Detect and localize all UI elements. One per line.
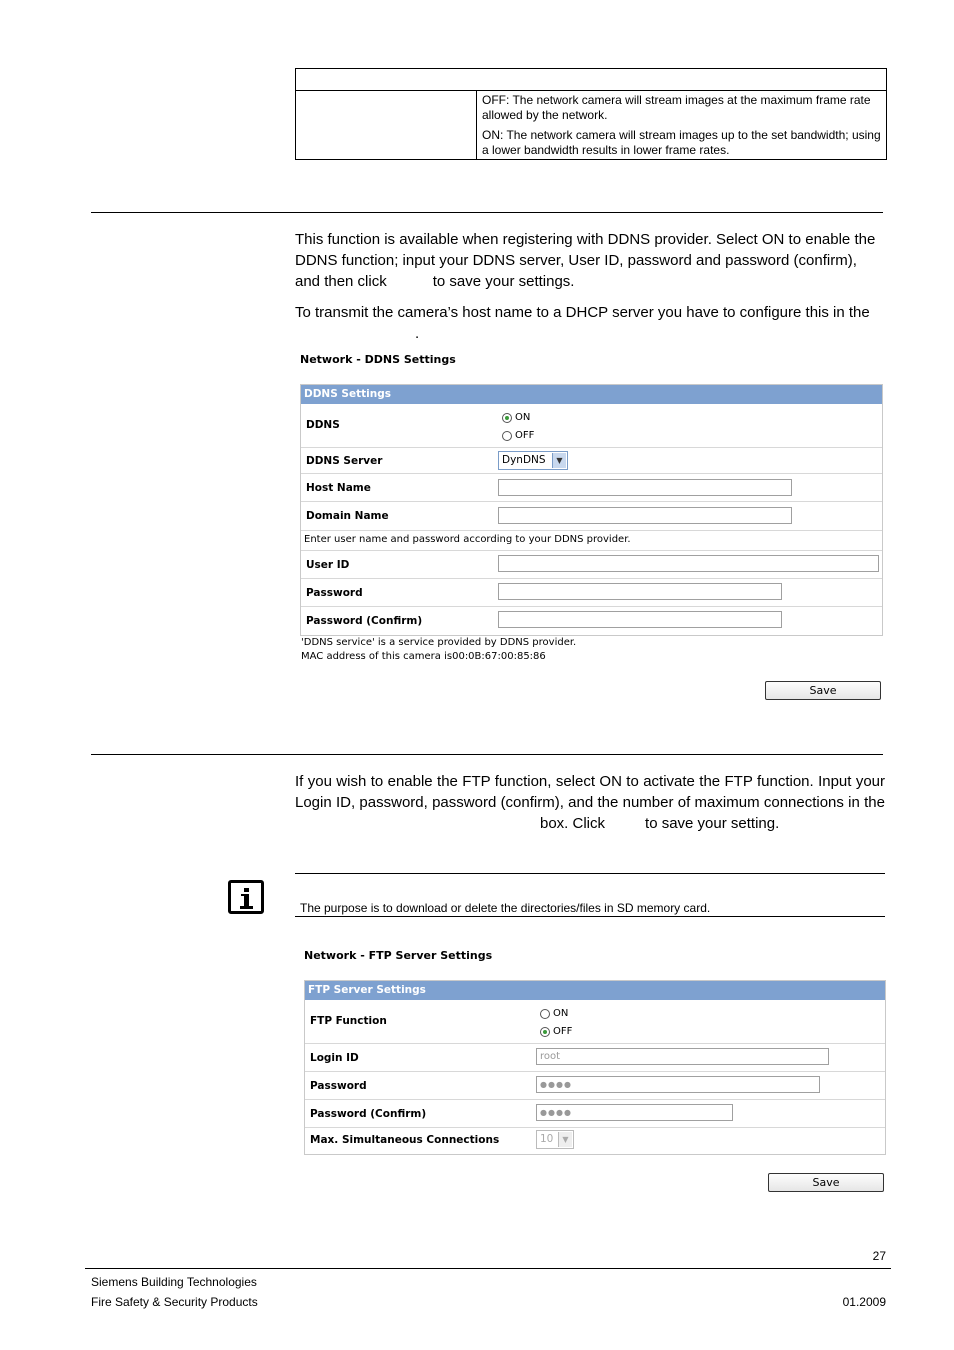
ddns-on-radio[interactable] [502,413,512,423]
ddns-server-label: DDNS Server [306,455,383,467]
footer-company: Siemens Building Technologies [91,1275,257,1289]
ftp-settings-panel [304,980,886,1155]
on-description: ON: The network camera will stream images up to the set bandwidth; using a lower bandwidth results in lower frame rates. [482,128,881,157]
section-rule-ddns [91,212,883,213]
ddns-off-label: OFF [515,430,535,441]
ddns-description [295,229,885,344]
ddns-toggle-row [301,404,882,447]
footer-date: 01.2009 [842,1295,886,1309]
ftp-page-title: Network - FTP Server Settings [304,949,493,962]
ftp-password-confirm-input[interactable]: ●●●● [536,1104,733,1121]
max-connections-value: 10 [540,1133,554,1145]
ftp-para-a: If you wish to enable the FTP function, select ON to activate the FTP function. Input your Login ID, password, password (confirm), and the number of maximum connections in the [295,773,885,811]
section-rule-ftp [91,754,883,755]
footer-rule [85,1268,891,1269]
host-name-label: Host Name [306,482,371,494]
table-cell-parameter [296,91,477,159]
user-id-row [301,550,882,579]
host-name-row [301,473,882,502]
info-icon [228,880,264,914]
footer-division: Fire Safety & Security Products [91,1295,258,1309]
login-id-row [305,1043,885,1072]
ftp-on-option[interactable] [540,1008,568,1019]
password-confirm-input[interactable] [498,611,782,628]
instruction-row [301,530,882,551]
page-number: 27 [872,1249,886,1263]
ftp-note: The purpose is to download or delete the directories/files in SD memory card. [300,901,711,915]
ddns-server-value: DynDNS [502,454,546,466]
ddns-on-option[interactable] [502,412,530,423]
ftp-off-radio[interactable] [540,1027,550,1037]
max-connections-row [305,1127,885,1154]
max-connections-label: Max. Simultaneous Connections [310,1134,500,1146]
ftp-password-input[interactable]: ●●●● [536,1076,820,1093]
ddns-settings-panel [300,384,883,636]
login-id-input[interactable]: root [536,1048,829,1065]
ftp-save-button[interactable]: Save [768,1173,884,1192]
ddns-label: DDNS [306,419,340,431]
ftp-on-label: ON [553,1008,569,1019]
ftp-password-label: Password [310,1080,367,1092]
table-cell-description [482,93,882,158]
ftp-function-label: FTP Function [310,1015,387,1027]
password-confirm-label: Password (Confirm) [306,615,423,627]
ddns-para2-b: . [415,325,420,342]
ddns-panel-header: DDNS Settings [301,385,882,404]
user-id-input[interactable] [498,555,879,572]
ftp-password-confirm-row [305,1099,885,1128]
note-bottom-rule [295,916,885,917]
ftp-para-b: box. Click [540,815,606,832]
ftp-description [295,771,885,834]
ddns-instruction: Enter user name and password according to your DDNS provider. [304,534,631,545]
ddns-page-title: Network - DDNS Settings [300,353,456,366]
ddns-off-option[interactable] [502,430,534,441]
ftp-on-radio[interactable] [540,1009,550,1019]
user-id-label: User ID [306,559,350,571]
ftp-function-row [305,1000,885,1043]
ddns-notes [301,636,576,664]
domain-name-input[interactable] [498,507,792,524]
password-row [301,578,882,607]
password-input[interactable] [498,583,782,600]
parameter-table [295,68,887,160]
ddns-para2-a: To transmit the camera’s host name to a DHCP server you have to configure this in the [295,304,870,321]
ddns-server-row [301,447,882,474]
ddns-on-label: ON [515,412,531,423]
ddns-off-radio[interactable] [502,431,512,441]
host-name-input[interactable] [498,479,792,496]
domain-name-row [301,501,882,530]
domain-name-label: Domain Name [306,510,389,522]
ftp-para-c: to save your setting. [645,815,780,832]
ddns-para1-b: to save your settings. [432,273,575,290]
password-label: Password [306,587,363,599]
off-description: OFF: The network camera will stream images at the maximum frame rate allowed by the network. [482,93,871,122]
note-top-rule [295,873,885,874]
password-confirm-row [301,606,882,635]
ftp-password-confirm-label: Password (Confirm) [310,1108,427,1120]
ftp-panel-header: FTP Server Settings [305,981,885,1000]
chevron-down-icon: ▼ [552,453,566,468]
table-header-row [296,69,886,91]
ddns-server-select[interactable] [498,451,568,470]
login-id-label: Login ID [310,1052,359,1064]
ftp-off-label: OFF [553,1026,573,1037]
chevron-down-icon: ▼ [558,1132,572,1147]
ftp-password-row [305,1071,885,1100]
ddns-note-service: 'DDNS service' is a service provided by DDNS provider. [301,637,577,648]
ddns-save-button[interactable]: Save [765,681,881,700]
ddns-para1-a: This function is available when registering with DDNS provider. Select ON to enable the DDNS function; input your DDNS server, User ID, password and password (confirm), and then click [295,231,876,290]
ddns-note-mac: MAC address of this camera is00:0B:67:00:85:86 [301,651,546,662]
ftp-off-option[interactable] [540,1026,572,1037]
max-connections-select[interactable] [536,1130,574,1149]
